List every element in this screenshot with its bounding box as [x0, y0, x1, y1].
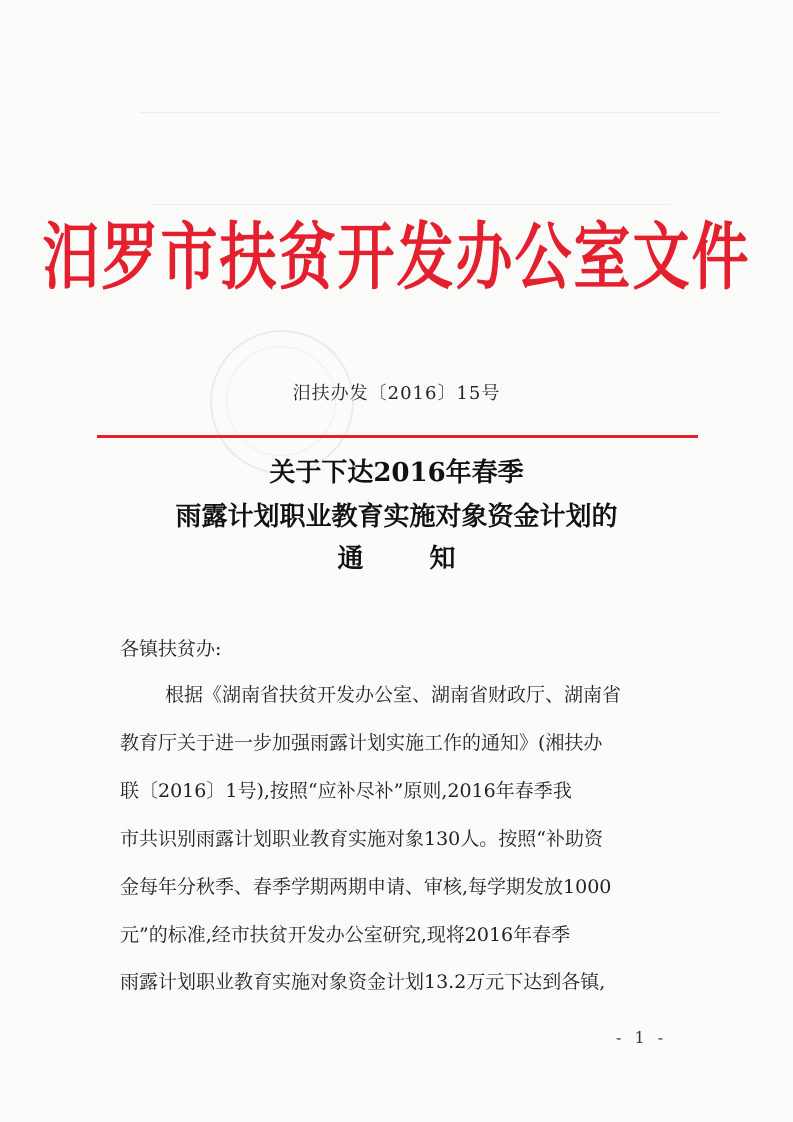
- page-number: - 1 -: [616, 1028, 668, 1047]
- red-separator-rule: [97, 435, 698, 438]
- notice-title-line-1: 关于下达2016年春季: [269, 458, 524, 488]
- scan-artifact-line: [140, 112, 720, 113]
- body-line-5: 金每年分秋季、春季学期两期申请、审核,每学期发放1000: [120, 876, 612, 898]
- body-line-3: 联〔2016〕1号),按照“应补尽补”原则,2016年春季我: [120, 780, 572, 802]
- body-line-6: 元”的标准,经市扶贫开发办公室研究,现将2016年春季: [120, 924, 571, 946]
- notice-title-char-tong: 通: [337, 544, 364, 574]
- body-line-4: 市共识别雨露计划职业教育实施对象130人。按照“补助资: [120, 828, 603, 850]
- salutation: 各镇扶贫办:: [120, 638, 222, 660]
- body-line-2: 教育厅关于进一步加强雨露计划实施工作的通知》(湘扶办: [120, 732, 603, 754]
- notice-title-char-zhi: 知: [429, 544, 456, 574]
- notice-title-line-2: 雨露计划职业教育实施对象资金计划的: [175, 502, 618, 532]
- masthead-title: 汨罗市扶贫开发办公室文件: [42, 215, 751, 301]
- body-line-1: 根据《湖南省扶贫开发办公室、湖南省财政厅、湖南省: [165, 684, 622, 706]
- body-line-7: 雨露计划职业教育实施对象资金计划13.2万元下达到各镇,: [120, 971, 606, 993]
- notice-title-line-3: [0, 538, 793, 575]
- scan-artifact-line: [150, 204, 670, 205]
- document-number: 汨扶办发〔2016〕15号: [292, 383, 501, 404]
